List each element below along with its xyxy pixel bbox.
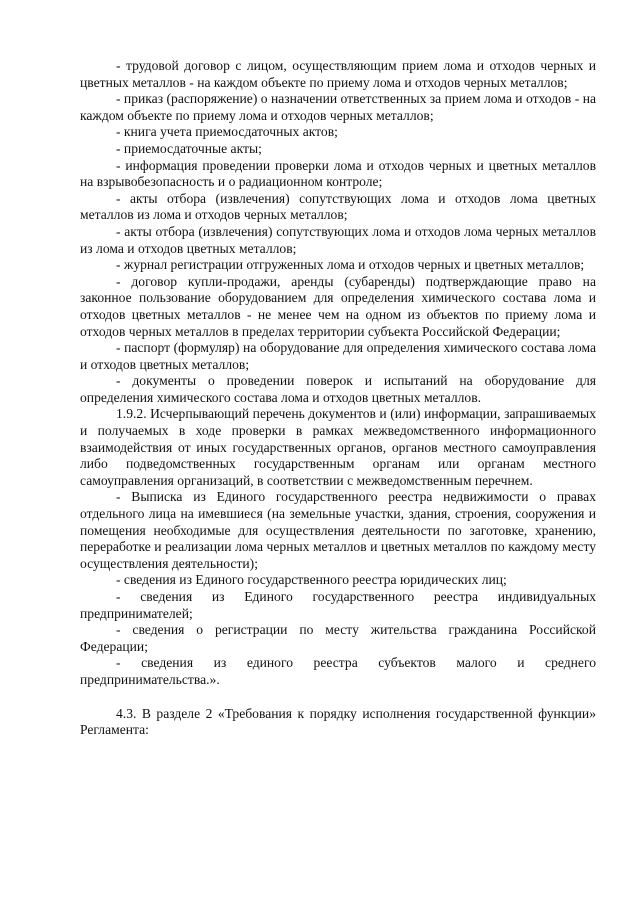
document-paragraph: - трудовой договор с лицом, осуществляющим прием лома и отходов черных и цветных металлов - на каждом объекте по приему лома и отходов черных металлов; [80,58,596,90]
document-paragraph: - паспорт (формуляр) на оборудование для определения химического состава лома и отходов цветных металлов; [80,340,596,372]
document-paragraph: - акты отбора (извлечения) сопутствующих лома и отходов лома черных металлов из лома и отходов цветных металлов; [80,223,596,256]
document-page [80,58,596,739]
document-paragraph: - договор купли-продажи, аренды (субаренды) подтверждающие право на законное пользование оборудованием для определения химического состава лома и отходов цветных металлов - не менее чем на одном из объектов по приему лома и отходов черных металлов в пределах территории субъекта Российской Федерации; [80,273,596,339]
document-paragraph: - сведения из единого реестра субъектов малого и среднего предпринимательства.». [80,655,596,687]
document-paragraph: - Выписка из Единого государственного реестра недвижимости о правах отдельного лица на имевшиеся (на земельные участки, здания, строения, сооружения и помещения необходимые для осуществления деятельности по заготовке, хранению, переработке и реализации лома черных металлов и цветных металлов по каждому месту осуществления деятельности); [80,489,596,571]
document-paragraph: - журнал регистрации отгруженных лома и отходов черных и цветных металлов; [116,257,585,273]
document-paragraph: - информация проведении проверки лома и отходов черных и цветных металлов на взрывобезопасность и о радиационном контроле; [80,157,596,190]
document-paragraph: - сведения из Единого государственного реестра юридических лиц; [116,572,507,588]
document-paragraph: 4.3. В разделе 2 «Требования к порядку исполнения государственной функции» Регламента: [80,705,596,738]
document-paragraph: - акты отбора (извлечения) сопутствующих лома и отходов лома цветных металлов из лома и отходов черных металлов; [80,190,596,223]
document-paragraph: - приказ (распоряжение) о назначении ответственных за прием лома и отходов - на каждом объекте по приему лома и отходов черных металлов; [80,91,596,123]
document-paragraph: - сведения из Единого государственного реестра индивидуальных предпринимателей; [80,589,596,621]
document-paragraph: - документы о проведении поверок и испытаний на оборудование для определения химического состава лома и отходов цветных металлов. [80,373,596,405]
document-paragraph: - приемосдаточные акты; [116,140,262,156]
document-paragraph: - сведения о регистрации по месту жительства гражданина Российской Федерации; [80,622,596,654]
document-paragraph: - книга учета приемосдаточных актов; [116,124,338,140]
document-paragraph: 1.9.2. Исчерпывающий перечень документов и (или) информации, запрашиваемых и получаемых в ходе проверки в рамках межведомственного информационного взаимодействия от иных государственных органов, органов местного самоуправления либо подведомственных государственным органам или органам местного самоуправления организаций, в соответствии с межведомственным перечнем. [80,406,596,488]
